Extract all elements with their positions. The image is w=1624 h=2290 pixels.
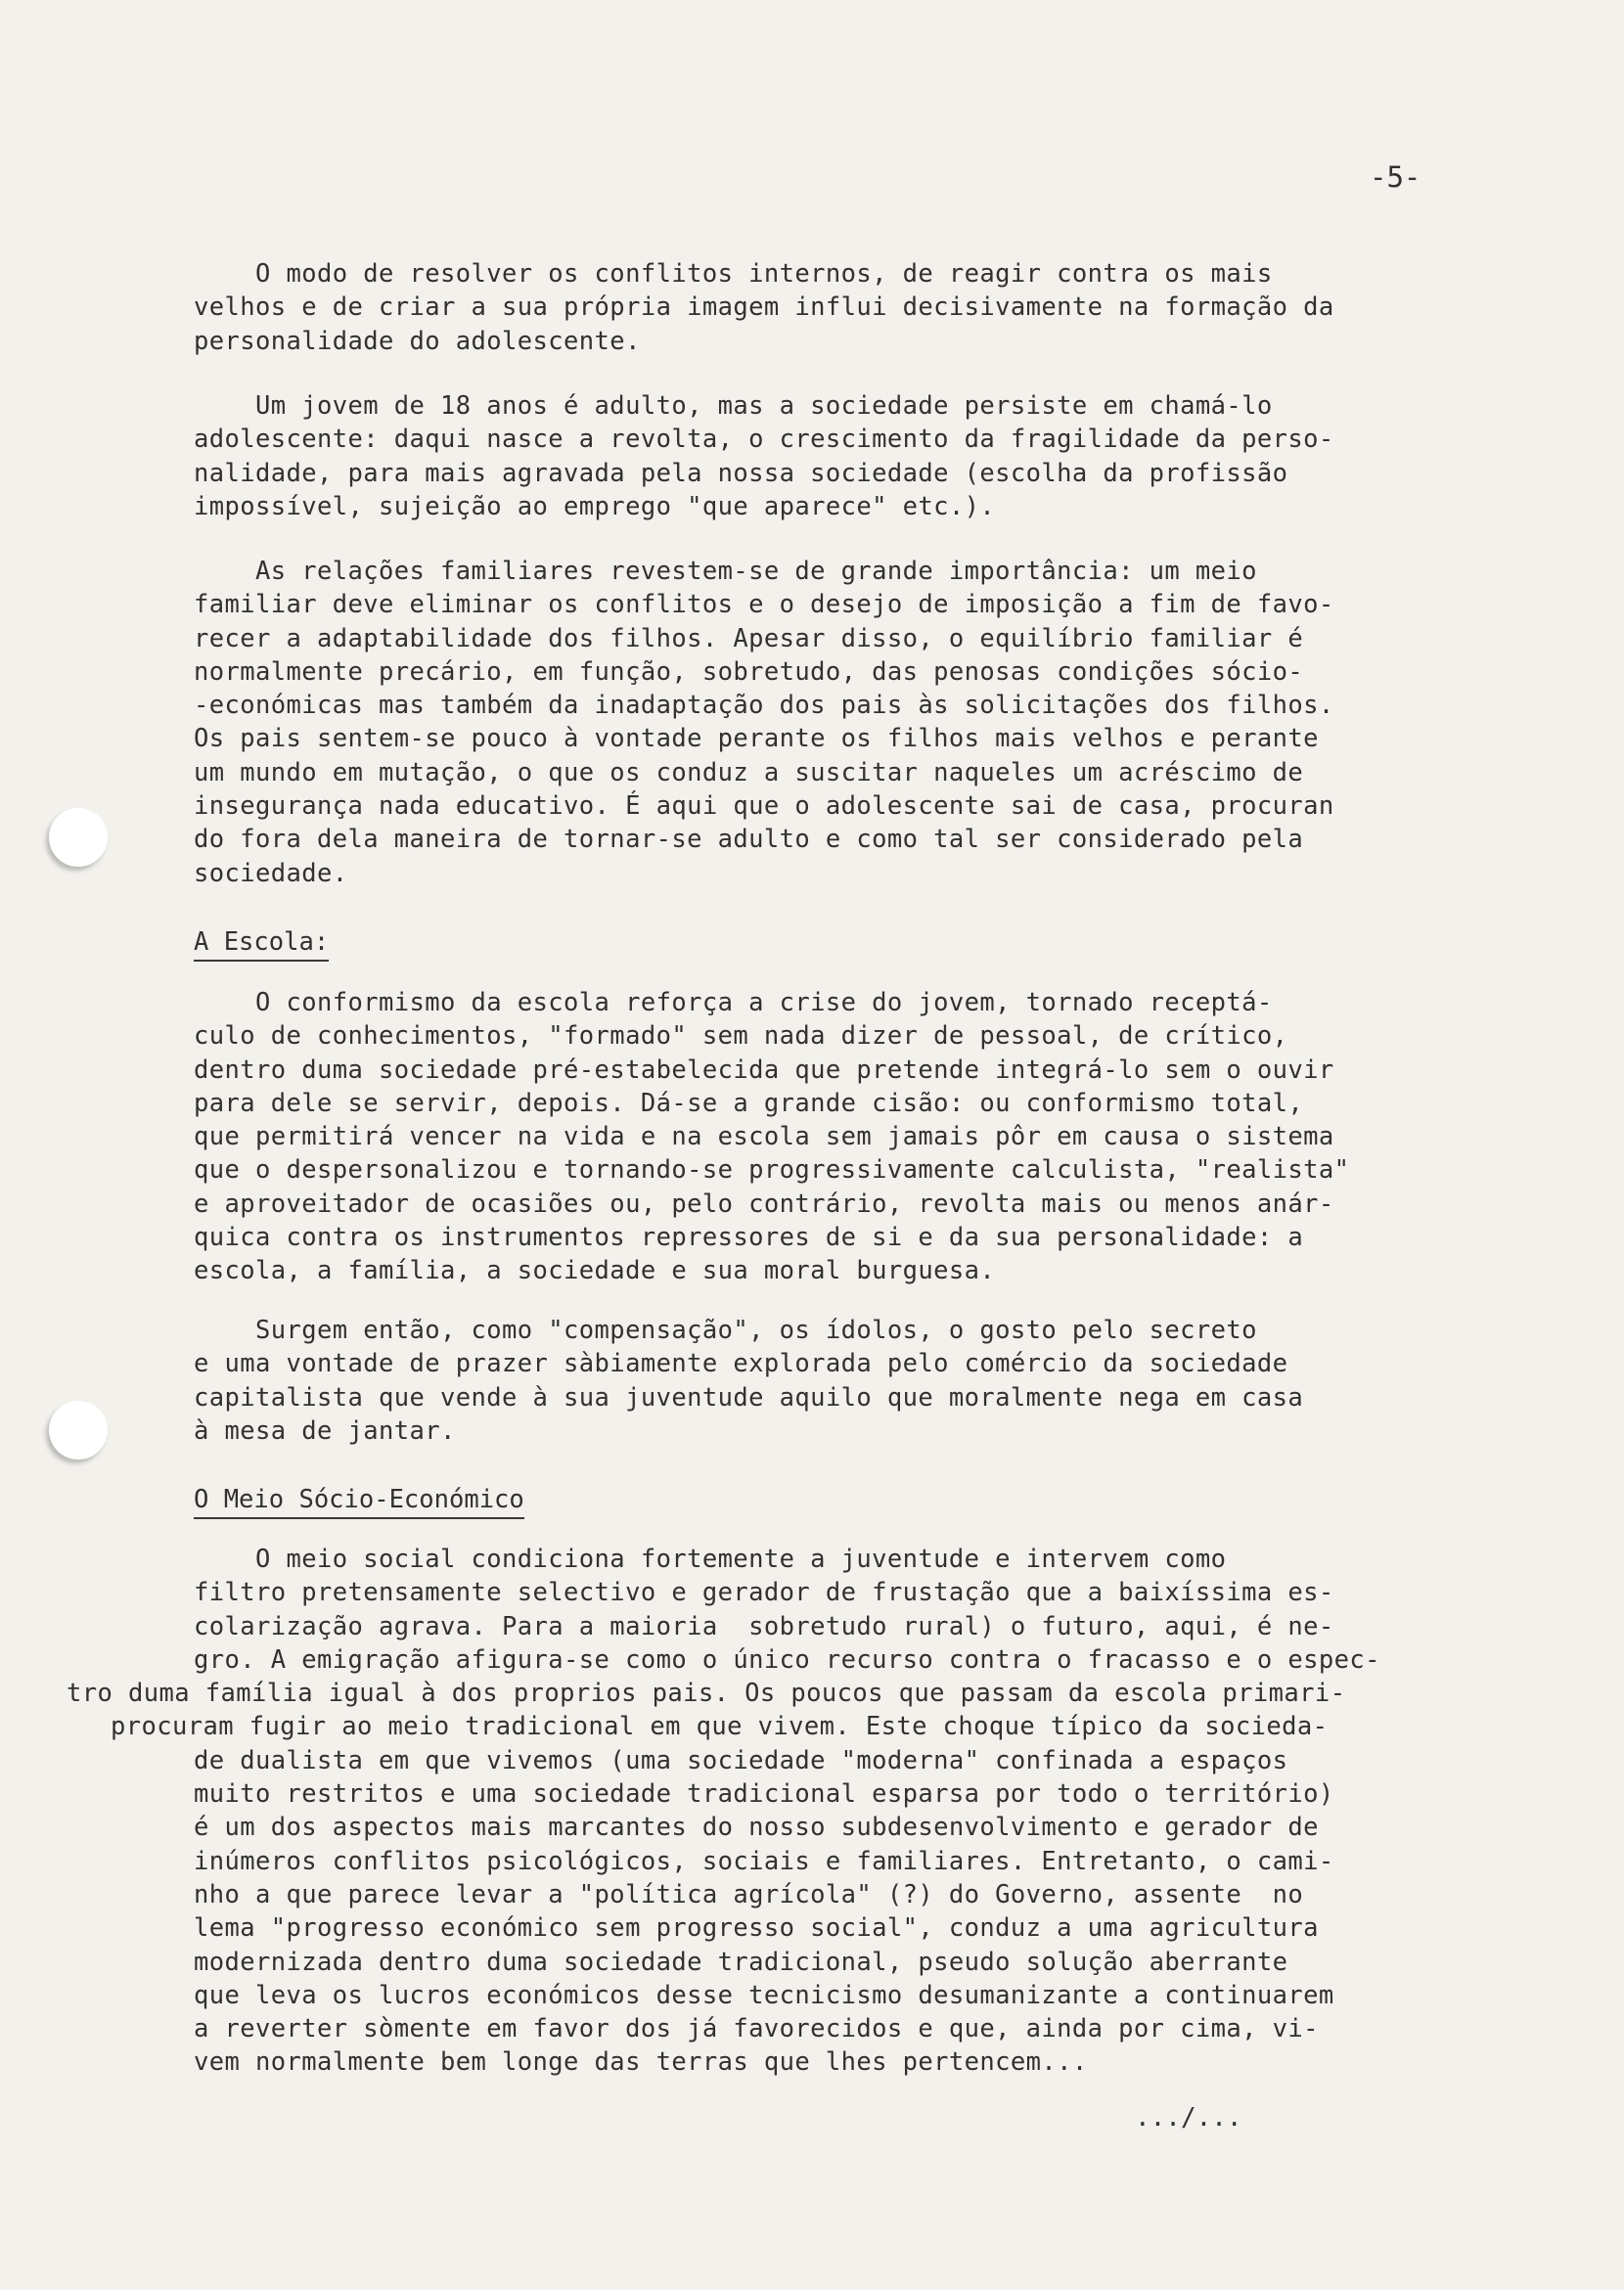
text-line: tro duma família igual à dos proprios pais. Os poucos que passam da escola primari-	[67, 1679, 1346, 1709]
text-line: insegurança nada educativo. É aqui que o adolescente sai de casa, procuran	[194, 791, 1334, 822]
page-number: -5-	[1370, 160, 1421, 194]
text-line: e uma vontade de prazer sàbiamente explorada pelo comércio da sociedade	[194, 1349, 1288, 1379]
text-line: para dele se servir, depois. Dá-se a grande cisão: ou conformismo total,	[194, 1088, 1304, 1118]
text-line: é um dos aspectos mais marcantes do nosso subdesenvolvimento e gerador de	[194, 1813, 1319, 1843]
text-line: culo de conhecimentos, "formado" sem nada dizer de pessoal, de crítico,	[194, 1021, 1288, 1052]
text-line: quica contra os instrumentos repressores de si e da sua personalidade: a	[194, 1223, 1304, 1253]
text-line: vem normalmente bem longe das terras que lhes pertencem...	[194, 2047, 1088, 2078]
paragraph-conflicts	[194, 257, 1505, 358]
text-line: -económicas mas também da inadaptação dos pais às solicitações dos filhos.	[194, 691, 1334, 721]
paragraph-socio-economic	[67, 1543, 1505, 2080]
heading-socio-economic: O Meio Sócio-Económico	[194, 1483, 524, 1519]
paragraph-idols	[194, 1314, 1505, 1448]
text-line: um mundo em mutação, o que os conduz a suscitar naqueles um acréscimo de	[194, 757, 1304, 787]
text-line: colarização agrava. Para a maioria sobretudo rural) o futuro, aqui, é ne-	[194, 1611, 1334, 1641]
text-line: que permitirá vencer na vida e na escola sem jamais pôr em causa o sistema	[194, 1122, 1334, 1152]
text-line: a reverter sòmente em favor dos já favorecidos e que, ainda por cima, vi-	[194, 2014, 1319, 2044]
paragraph-family	[194, 555, 1505, 890]
text-line: modernizada dentro duma sociedade tradicional, pseudo solução aberrante	[194, 1947, 1288, 1977]
text-line: impossível, sujeição ao emprego "que aparece" etc.).	[194, 491, 996, 521]
text-line: O conformismo da escola reforça a crise do jovem, tornado receptá-	[194, 988, 1273, 1017]
continuation-mark: .../...	[1135, 2103, 1242, 2133]
text-line: que o despersonalizou e tornando-se progressivamente calculista, "realista"	[194, 1155, 1350, 1186]
text-line: adolescente: daqui nasce a revolta, o crescimento da fragilidade da perso-	[194, 425, 1334, 455]
text-line: Um jovem de 18 anos é adulto, mas a sociedade persiste em chamá-lo	[194, 391, 1273, 421]
punch-hole-bottom	[49, 1401, 108, 1459]
paragraph-school	[194, 986, 1505, 1288]
text-line: capitalista que vende à sua juventude aquilo que moralmente nega em casa	[194, 1382, 1304, 1413]
text-line: de dualista em que vivemos (uma sociedade "moderna" confinada a espaços	[194, 1745, 1288, 1775]
text-line: recer a adaptabilidade dos filhos. Apesar disso, o equilíbrio familiar é	[194, 623, 1304, 653]
text-line: à mesa de jantar.	[194, 1415, 456, 1446]
punch-hole-top	[49, 808, 108, 867]
text-line: velhos e de criar a sua própria imagem influi decisivamente na formação da	[194, 292, 1334, 323]
text-line: Surgem então, como "compensação", os ídolos, o gosto pelo secreto	[194, 1316, 1257, 1345]
text-line: inúmeros conflitos psicológicos, sociais e familiares. Entretanto, o cami-	[194, 1846, 1334, 1876]
text-line: nalidade, para mais agravada pela nossa sociedade (escolha da profissão	[194, 458, 1288, 488]
text-line: filtro pretensamente selectivo e gerador de frustação que a baixíssima es-	[194, 1578, 1334, 1608]
text-line: dentro duma sociedade pré-estabelecida que pretende integrá-lo sem o ouvir	[194, 1055, 1334, 1085]
text-line: Os pais sentem-se pouco à vontade perante os filhos mais velhos e perante	[194, 724, 1319, 754]
text-line: lema "progresso económico sem progresso social", conduz a uma agricultura	[194, 1913, 1319, 1944]
text-line: familiar deve eliminar os conflitos e o desejo de imposição a fim de favo-	[194, 590, 1334, 620]
text-line: muito restritos e uma sociedade tradicional esparsa por todo o território)	[194, 1779, 1334, 1810]
text-line: O meio social condiciona fortemente a juventude e intervem como	[194, 1545, 1227, 1574]
text-line: escola, a família, a sociedade e sua moral burguesa.	[194, 1256, 996, 1286]
text-line: gro. A emigração afigura-se como o único recurso contra o fracasso e o espec-	[194, 1644, 1380, 1675]
text-line: normalmente precário, em função, sobretudo, das penosas condições sócio-	[194, 656, 1304, 687]
text-line: do fora dela maneira de tornar-se adulto e como tal ser considerado pela	[194, 825, 1304, 855]
text-line: procuram fugir ao meio tradicional em que vivem. Este choque típico da socieda-	[111, 1712, 1329, 1742]
text-line: O modo de resolver os conflitos internos, de reagir contra os mais	[194, 259, 1273, 289]
paragraph-adult	[194, 389, 1505, 523]
text-line: e aproveitador de ocasiões ou, pelo contrário, revolta mais ou menos anár-	[194, 1189, 1334, 1219]
text-line: As relações familiares revestem-se de grande importância: um meio	[194, 557, 1257, 586]
text-line: que leva os lucros económicos desse tecnicismo desumanizante a continuarem	[194, 1980, 1334, 2010]
text-line: personalidade do adolescente.	[194, 326, 641, 356]
text-line: sociedade.	[194, 858, 348, 888]
heading-school: A Escola:	[194, 925, 329, 962]
text-line: nho a que parece levar a "política agrícola" (?) do Governo, assente no	[194, 1879, 1304, 1909]
